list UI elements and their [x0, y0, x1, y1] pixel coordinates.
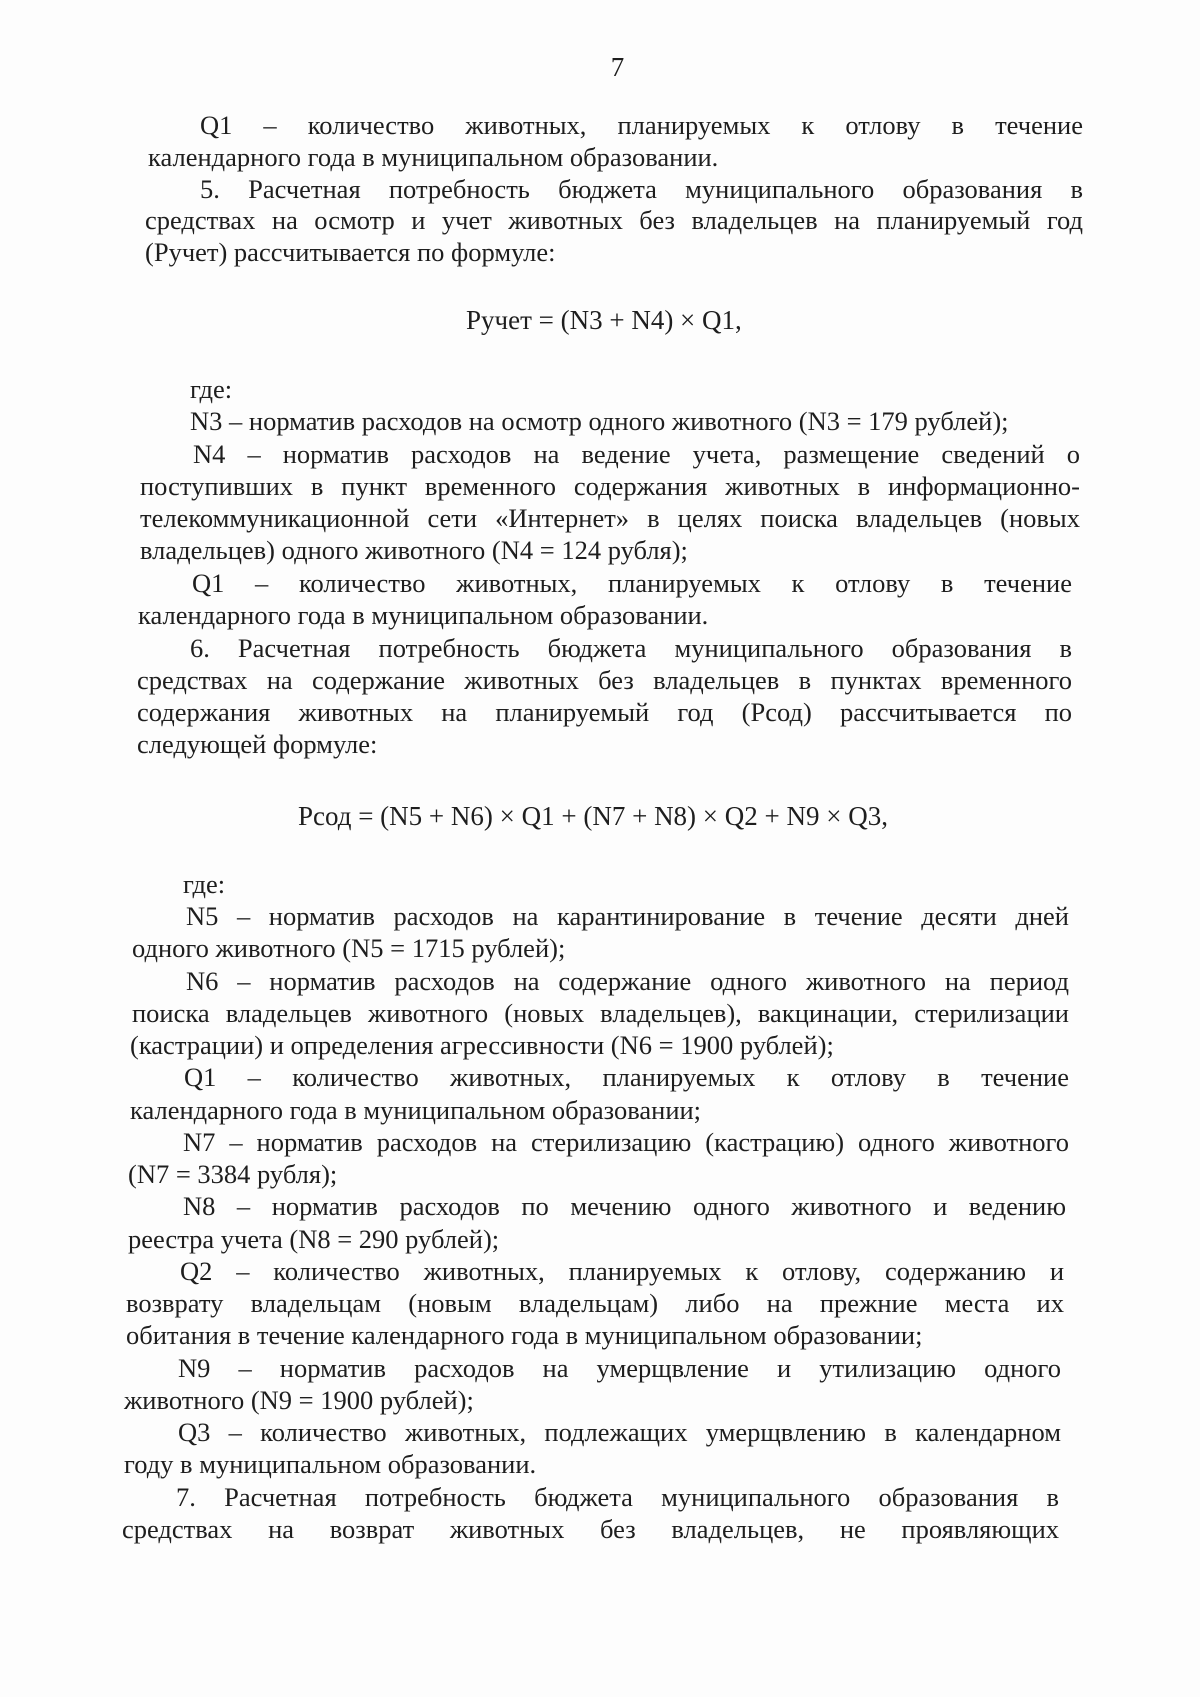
- text-line: поиска владельцев животного (новых владельцев), вакцинации, стерилизации: [132, 998, 1069, 1028]
- formula-rsod: Pсод = (N5 + N6) × Q1 + (N7 + N8) × Q2 + N9 × Q3,: [298, 801, 888, 831]
- text-line: владельцев) одного животного (N4 = 124 рубля);: [140, 535, 688, 565]
- text-line: Q1 – количество животных, планируемых к отлову в течение: [200, 110, 1083, 140]
- text-line: (кастрации) и определения агрессивности (N6 = 1900 рублей);: [130, 1030, 834, 1060]
- text-line: (N7 = 3384 рубля);: [128, 1159, 338, 1189]
- text-line: календарного года в муниципальном образовании.: [138, 600, 709, 630]
- text-line: N6 – норматив расходов на содержание одного животного на период: [186, 966, 1069, 996]
- text-line: N4 – норматив расходов на ведение учета, размещение сведений о: [193, 439, 1080, 469]
- text-line: реестра учета (N8 = 290 рублей);: [128, 1224, 500, 1254]
- page-number: 7: [610, 52, 625, 82]
- text-line: (Pучет) рассчитывается по формуле:: [145, 237, 556, 267]
- text-line: где:: [183, 869, 226, 899]
- text-line: N3 – норматив расходов на осмотр одного животного (N3 = 179 рублей);: [190, 406, 1009, 436]
- formula-ruchet: Pучет = (N3 + N4) × Q1,: [466, 305, 742, 335]
- text-line: году в муниципальном образовании.: [124, 1449, 537, 1479]
- text-line: Q1 – количество животных, планируемых к отлову в течение: [184, 1062, 1069, 1092]
- text-line: поступивших в пункт временного содержания животных в информационно-: [140, 471, 1080, 501]
- text-line: календарного года в муниципальном образовании;: [130, 1095, 702, 1125]
- text-line: средствах на возврат животных без владельцев, не проявляющих: [122, 1514, 1059, 1544]
- text-line: средствах на осмотр и учет животных без владельцев на планируемый год: [145, 205, 1083, 235]
- text-line: содержания животных на планируемый год (Pсод) рассчитывается по: [137, 697, 1072, 727]
- text-line: где:: [190, 374, 233, 404]
- text-line: телекоммуникационной сети «Интернет» в целях поиска владельцев (новых: [140, 503, 1080, 533]
- text-line: Q3 – количество животных, подлежащих умерщвлению в календарном: [178, 1417, 1061, 1447]
- paragraph-6-start: 6. Расчетная потребность бюджета муниципального образования в: [190, 633, 1072, 663]
- text-line: N8 – норматив расходов по мечению одного животного и ведению: [183, 1191, 1066, 1221]
- text-line: Q2 – количество животных, планируемых к отлову, содержанию и: [180, 1256, 1064, 1286]
- paragraph-5-start: 5. Расчетная потребность бюджета муниципального образования в: [200, 174, 1083, 204]
- text-line: Q1 – количество животных, планируемых к отлову в течение: [192, 568, 1072, 598]
- text-line: средствах на содержание животных без владельцев в пунктах временного: [137, 665, 1072, 695]
- text-line: следующей формуле:: [137, 729, 378, 759]
- text-line: календарного года в муниципальном образовании.: [148, 142, 719, 172]
- text-line: возврату владельцам (новым владельцам) либо на прежние места их: [126, 1288, 1064, 1318]
- text-line: одного животного (N5 = 1715 рублей);: [132, 933, 566, 963]
- text-line: N7 – норматив расходов на стерилизацию (кастрацию) одного животного: [183, 1127, 1069, 1157]
- text-line: обитания в течение календарного года в муниципальном образовании;: [126, 1320, 923, 1350]
- text-line: N9 – норматив расходов на умерщвление и утилизацию одного: [178, 1353, 1061, 1383]
- text-line: животного (N9 = 1900 рублей);: [124, 1385, 474, 1415]
- paragraph-7-start: 7. Расчетная потребность бюджета муниципального образования в: [176, 1482, 1059, 1512]
- text-line: N5 – норматив расходов на карантинирование в течение десяти дней: [186, 901, 1069, 931]
